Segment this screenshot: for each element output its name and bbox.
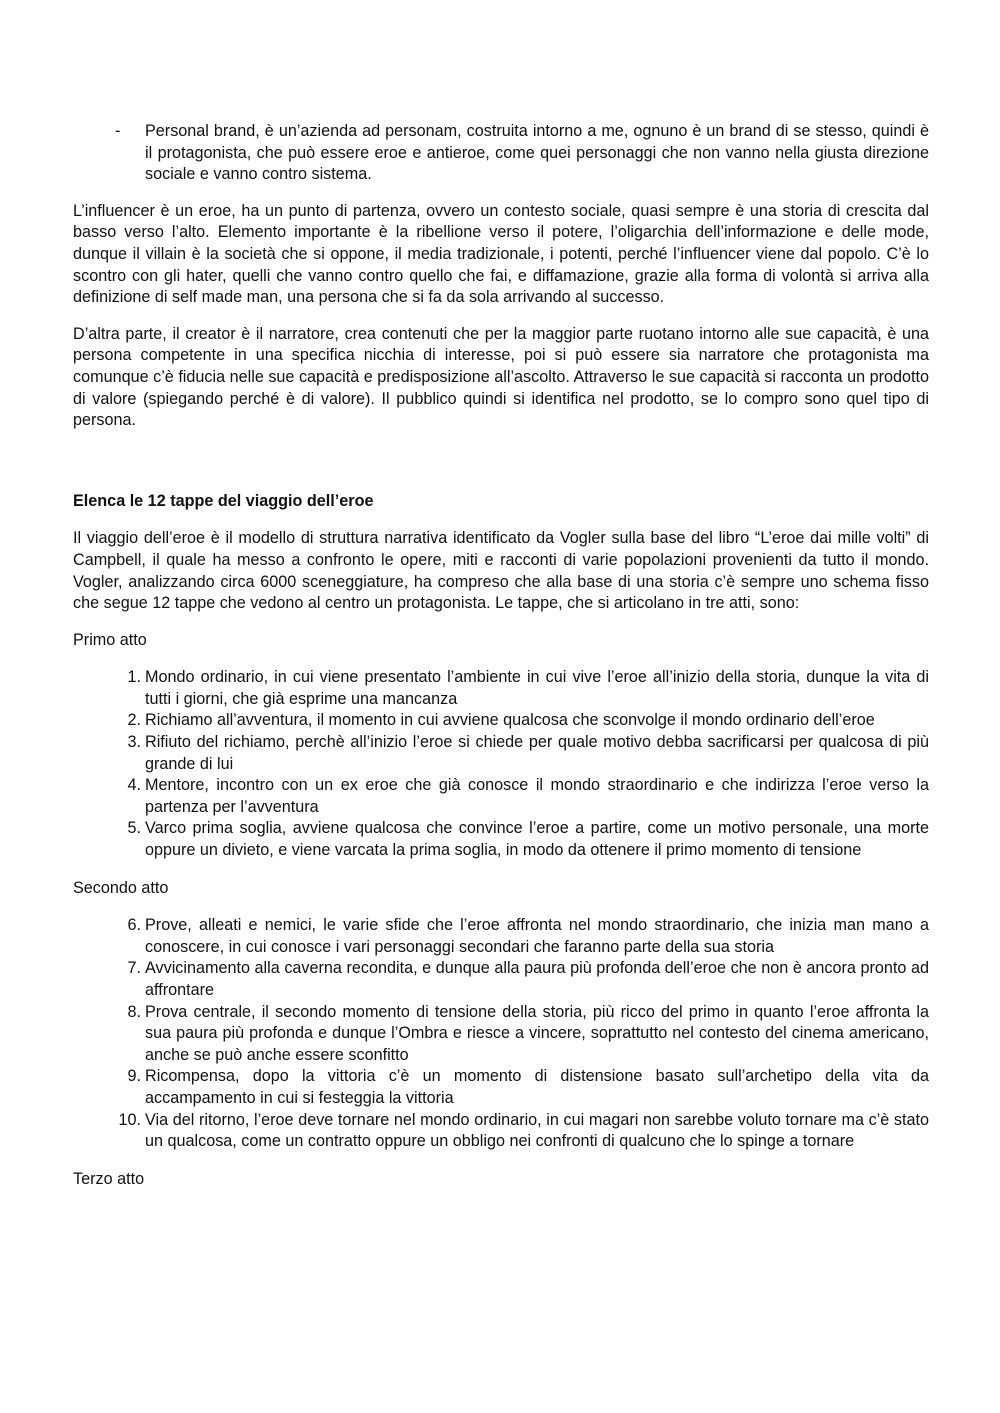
step-number: 1.	[127, 668, 141, 687]
step-text: Ricompensa, dopo la vittoria c’è un momento di distensione basato sull’archetipo della vita da accampamento in cui si festeggia la vittoria	[145, 1067, 929, 1107]
act-label-first: Primo atto	[73, 630, 147, 649]
section-heading: Elenca le 12 tappe del viaggio dell’eroe	[73, 491, 374, 510]
bullet-item	[73, 121, 929, 186]
step-number: 3.	[127, 733, 141, 752]
bullet-text: Personal brand, è un’azienda ad personam, costruita intorno a me, ognuno è un brand di se stesso, quindi è il protagonista, che può essere eroe e antieroe, come quei personaggi che non vanno nella giusta direzione sociale e vanno contro sistema.	[145, 122, 929, 184]
step-item	[73, 818, 929, 861]
section-spacer	[73, 447, 929, 491]
step-item	[73, 732, 929, 775]
step-text: Mentore, incontro con un ex eroe che già conosce il mondo straordinario e che indirizza l’eroe verso la partenza per l’avventura	[145, 776, 929, 816]
step-number: 7.	[127, 959, 141, 978]
act-label-third: Terzo atto	[73, 1169, 145, 1188]
step-item	[73, 667, 929, 710]
step-number: 6.	[127, 916, 141, 935]
step-item	[73, 1002, 929, 1067]
step-item	[73, 710, 929, 732]
step-number: 4.	[127, 776, 141, 795]
step-item	[73, 1110, 929, 1153]
step-number: 10.	[118, 1110, 141, 1129]
bullet-marker: -	[115, 122, 121, 140]
steps-list-first-act	[73, 667, 929, 861]
step-item	[73, 958, 929, 1001]
step-item	[73, 775, 929, 818]
document-page	[73, 121, 929, 1206]
step-text: Avvicinamento alla caverna recondita, e dunque alla paura più profonda dell’eroe che non è ancora pronto ad affrontare	[145, 959, 929, 999]
paragraph-influencer: L’influencer è un eroe, ha un punto di partenza, ovvero un contesto sociale, quasi sempre è una storia di crescita dal basso verso l’alto. Elemento importante è la ribellione verso il potere, l’oligarchia dell’informazione e delle mode, dunque il villain è la società che si oppone, il media tradizionale, i potenti, perché l’influencer viene dal popolo. C’è lo scontro con gli hater, quelli che vanno contro quello che fai, e diffamazione, grazie alla forma di volontà si arriva alla definizione di self made man, una persona che si fa da sola arrivando al successo.	[73, 201, 929, 307]
step-text: Rifiuto del richiamo, perchè all’inizio l’eroe si chiede per quale motivo debba sacrificarsi per qualcosa di più grande di lui	[145, 733, 929, 773]
step-number: 8.	[127, 1002, 141, 1021]
step-text: Prova centrale, il secondo momento di tensione della storia, più ricco del primo in quanto l’eroe affronta la sua paura più profonda e dunque l’Ombra e riesce a vincere, soprattutto nel contesto del cinema americano, anche se può anche essere sconfitto	[145, 1002, 929, 1064]
section-intro: Il viaggio dell’eroe è il modello di struttura narrativa identificato da Vogler sulla base del libro “L’eroe dai mille volti” di Campbell, il quale ha messo a confronto le opere, miti e racconti di varie popolazioni provenienti da tutto il mondo. Vogler, analizzando circa 6000 sceneggiature, ha compreso che alla base di una storia c’è sempre uno schema fisso che segue 12 tappe che vedono al centro un protagonista. Le tappe, che si articolano in tre atti, sono:	[73, 529, 929, 613]
paragraph-creator: D’altra parte, il creator è il narratore, crea contenuti che per la maggior parte ruotano intorno alle sue capacità, è una persona competente in una specifica nicchia di interesse, poi si può essere sia narratore che protagonista ma comunque c’è fiducia nelle sue capacità e predisposizione all’ascolto. Attraverso le sue capacità si racconta un prodotto di valore (spiegando perché è di valore). Il pubblico quindi si identifica nel prodotto, se lo compro sono quel tipo di persona.	[73, 324, 929, 430]
act-label-second: Secondo atto	[73, 878, 169, 897]
step-text: Prove, alleati e nemici, le varie sfide che l’eroe affronta nel mondo straordinario, che inizia man mano a conoscere, in cui conosce i vari personaggi secondari che faranno parte della sua storia	[145, 916, 929, 956]
step-text: Varco prima soglia, avviene qualcosa che convince l’eroe a partire, come un motivo personale, una morte oppure un divieto, e viene varcata la prima soglia, in modo da ottenere il primo momento di tensione	[145, 819, 929, 860]
steps-list-second-act	[73, 915, 929, 1153]
step-text: Richiamo all’avventura, il momento in cui avviene qualcosa che sconvolge il mondo ordinario dell’eroe	[145, 711, 875, 730]
step-text: Mondo ordinario, in cui viene presentato l’ambiente in cui vive l’eroe all’inizio della storia, dunque la vita di tutti i giorni, che già esprime una mancanza	[145, 668, 929, 708]
step-item	[73, 915, 929, 958]
step-number: 5.	[127, 819, 141, 838]
step-item	[73, 1066, 929, 1109]
step-number: 9.	[127, 1067, 141, 1086]
step-text: Via del ritorno, l’eroe deve tornare nel mondo ordinario, in cui magari non sarebbe voluto tornare ma c’è stato un qualcosa, come un contratto oppure un obbligo nei confronti di qualcuno che lo spinge a tornare	[145, 1110, 929, 1151]
step-number: 2.	[127, 711, 141, 730]
